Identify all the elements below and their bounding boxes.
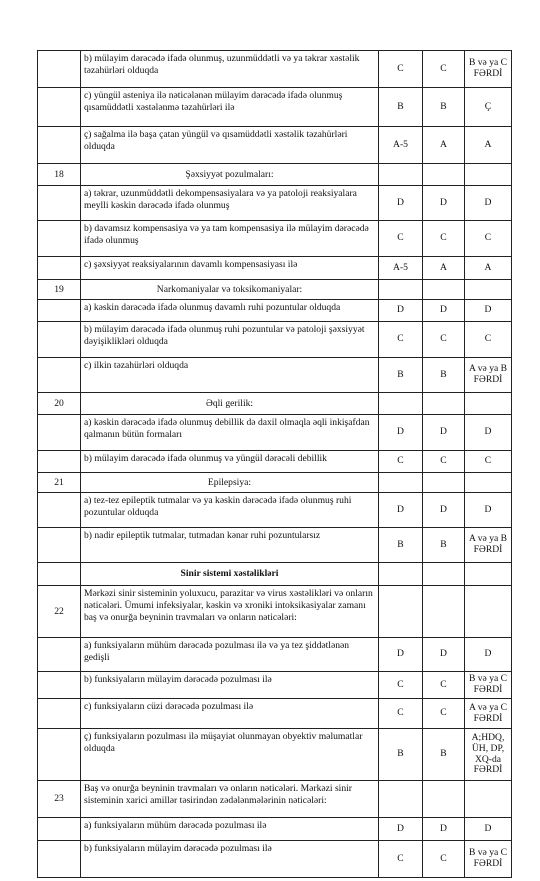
category-col-2: [423, 818, 465, 841]
category-col-3-text: B və ya C FƏRDİ: [468, 673, 508, 695]
category-col-1: [379, 638, 423, 672]
category-col-3-text: B və ya C FƏRDİ: [468, 847, 508, 869]
table-row: [38, 280, 512, 300]
row-description: Şəxsiyyət pozulmaları:: [81, 164, 379, 186]
category-col-3-text: B və ya C FƏRDİ: [468, 57, 508, 79]
row-number: [38, 415, 81, 451]
category-col-1-text: C: [397, 678, 404, 690]
category-col-2-text: D: [440, 822, 447, 834]
table-row: [38, 358, 512, 393]
category-col-2: [423, 186, 465, 221]
table-row: [38, 88, 512, 127]
table-row: [38, 781, 512, 818]
row-number: [38, 451, 81, 473]
category-col-2-text: B: [440, 748, 447, 760]
row-number: [38, 186, 81, 221]
category-col-1-text: D: [397, 196, 404, 208]
row-description: c) ilkin təzahürləri olduqda: [81, 358, 379, 393]
category-col-3: [465, 300, 512, 322]
category-col-1-text: D: [397, 822, 404, 834]
category-col-3-text: A: [484, 138, 492, 150]
category-col-2-text: D: [440, 426, 447, 438]
row-number: [38, 699, 81, 729]
category-col-1: [379, 300, 423, 322]
category-col-3: [465, 415, 512, 451]
category-col-2-text: C: [440, 232, 447, 244]
category-col-2: [423, 164, 465, 186]
row-description: b) davamsız kompensasiya və ya tam kompensasiya ilə mülayim dərəcədə ifadə olunmuş: [81, 221, 379, 257]
category-col-1-text: C: [397, 455, 404, 467]
category-col-2-text: C: [440, 455, 447, 467]
category-col-2: [423, 51, 465, 88]
row-number: [38, 358, 81, 393]
category-col-2: [423, 781, 465, 818]
category-col-1: [379, 493, 423, 528]
category-col-1: [379, 528, 423, 563]
row-number: [38, 528, 81, 563]
category-col-1: [379, 415, 423, 451]
category-col-2: [423, 841, 465, 878]
category-col-3-text: A və ya B FƏRDİ: [468, 363, 508, 385]
category-col-3-text: Ç: [484, 100, 492, 112]
category-col-1: [379, 393, 423, 415]
row-number: [38, 127, 81, 164]
category-col-1: [379, 280, 423, 300]
category-col-1-text: C: [397, 333, 404, 345]
row-number: [38, 818, 81, 841]
row-description: b) mülayim dərəcədə ifadə olunmuş ruhi pozuntular və patoloji şəxsiyyət dəyişiklikləri olduqda: [81, 322, 379, 358]
category-col-1: [379, 186, 423, 221]
category-col-2-text: A: [440, 138, 447, 150]
category-col-2-text: C: [440, 678, 447, 690]
category-col-3: [465, 164, 512, 186]
category-col-3: [465, 781, 512, 818]
category-col-1: [379, 221, 423, 257]
category-col-2: [423, 221, 465, 257]
category-col-1-text: A-5: [393, 138, 408, 150]
row-number: [38, 563, 81, 586]
row-description: c) funksiyaların cüzi dərəcədə pozulması ilə: [81, 699, 379, 729]
table-row: [38, 699, 512, 729]
row-number: 18: [38, 164, 81, 186]
category-col-3: [465, 473, 512, 493]
category-col-2-text: C: [440, 707, 447, 719]
table-row: [38, 415, 512, 451]
category-col-1: [379, 841, 423, 878]
category-col-2: [423, 586, 465, 638]
row-description: Narkomaniyalar və toksikomaniyalar:: [81, 280, 379, 300]
category-col-3: [465, 257, 512, 280]
row-number: 23: [38, 781, 81, 818]
category-col-2: [423, 638, 465, 672]
row-description: Əqli gerilik:: [81, 393, 379, 415]
category-col-2: [423, 528, 465, 563]
category-col-3: [465, 322, 512, 358]
row-description: b) funksiyaların mülayim dərəcədə pozulması ilə: [81, 672, 379, 699]
category-col-2: [423, 473, 465, 493]
table-row: [38, 672, 512, 699]
category-col-1-text: D: [397, 304, 404, 316]
row-description: c) yüngül asteniya ilə nəticələnən mülayim dərəcədə ifadə olunmuş qısamüddətli xəstələnmə təzahürləri ilə: [81, 88, 379, 127]
category-col-2-text: B: [440, 100, 447, 112]
category-col-1: [379, 51, 423, 88]
category-col-1-text: B: [397, 538, 404, 550]
category-col-3: [465, 186, 512, 221]
category-col-3-text: C: [484, 455, 492, 467]
row-description: a) funksiyaların mühüm dərəcədə pozulması ilə və ya tez şiddətlənən gedişli: [81, 638, 379, 672]
category-col-2: [423, 322, 465, 358]
category-col-1: [379, 322, 423, 358]
row-description: Epilepsiya:: [81, 473, 379, 493]
table-row: [38, 841, 512, 878]
category-col-1: [379, 781, 423, 818]
row-description: a) kəskin dərəcədə ifadə olunmuş davamlı ruhi pozuntular olduqda: [81, 300, 379, 322]
row-number: [38, 841, 81, 878]
category-col-3-text: D: [484, 426, 492, 438]
row-number: 19: [38, 280, 81, 300]
row-description: ç) funksiyaların pozulması ilə müşayiət olunmayan obyektiv məlumatlar olduqda: [81, 729, 379, 781]
category-col-3-text: C: [484, 232, 492, 244]
table-row: [38, 257, 512, 280]
row-number: [38, 322, 81, 358]
category-col-3: [465, 672, 512, 699]
category-col-3: [465, 563, 512, 586]
category-col-2: [423, 358, 465, 393]
category-col-1: [379, 451, 423, 473]
category-col-1: [379, 586, 423, 638]
category-col-1: [379, 88, 423, 127]
row-description: Baş və onurğa beyninin travmaları və onların nəticələri. Mərkəzi sinir sisteminin xarici amillər təsirindən zədələnmələrinin nəticələri:: [81, 781, 379, 818]
category-col-3-text: D: [484, 503, 492, 515]
category-col-2: [423, 493, 465, 528]
row-description: a) kəskin dərəcədə ifadə olunmuş debillik də daxil olmaqla əqli inkişafdan qalmanın bütün formaları: [81, 415, 379, 451]
category-col-3-text: A və ya B FƏRDİ: [468, 533, 508, 555]
table-row: [38, 729, 512, 781]
category-col-2: [423, 563, 465, 586]
category-col-1-text: C: [397, 232, 404, 244]
category-col-3-text: C: [484, 333, 492, 345]
row-number: [38, 51, 81, 88]
table-row: [38, 563, 512, 586]
category-col-3: [465, 841, 512, 878]
category-col-2-text: D: [440, 196, 447, 208]
category-col-3: [465, 280, 512, 300]
table-row: [38, 493, 512, 528]
table-body: [38, 51, 512, 878]
category-col-1-text: C: [397, 707, 404, 719]
row-number: 20: [38, 393, 81, 415]
category-col-3: [465, 493, 512, 528]
row-description: a) tez-tez epileptik tutmalar və ya kəskin dərəcədə ifadə olunmuş ruhi pozuntular olduqda: [81, 493, 379, 528]
category-col-2: [423, 393, 465, 415]
category-col-1-text: C: [397, 62, 404, 74]
table-row: [38, 393, 512, 415]
category-col-1: [379, 672, 423, 699]
category-col-3-text: A;HDQ, ÜH, DP, XQ-da FƏRDİ: [471, 732, 505, 776]
category-col-2: [423, 88, 465, 127]
table-row: [38, 473, 512, 493]
table-row: [38, 818, 512, 841]
table-row: [38, 127, 512, 164]
table-row: [38, 638, 512, 672]
row-description: b) funksiyaların mülayim dərəcədə pozulması ilə: [81, 841, 379, 878]
row-number: [38, 672, 81, 699]
row-number: [38, 221, 81, 257]
category-col-3: [465, 528, 512, 563]
category-col-3: [465, 127, 512, 164]
category-col-2: [423, 451, 465, 473]
category-col-3: [465, 88, 512, 127]
table-row: [38, 51, 512, 88]
row-number: [38, 88, 81, 127]
row-description: b) nadir epileptik tutmalar, tutmadan kənar ruhi pozuntularsız: [81, 528, 379, 563]
category-col-1: [379, 127, 423, 164]
table-row: [38, 322, 512, 358]
category-col-1: [379, 164, 423, 186]
table-row: [38, 451, 512, 473]
category-col-1-text: B: [397, 748, 404, 760]
category-col-3: [465, 51, 512, 88]
category-col-2-text: D: [440, 503, 447, 515]
category-col-3: [465, 586, 512, 638]
category-col-3-text: D: [484, 196, 492, 208]
category-col-2-text: C: [440, 333, 447, 345]
category-col-3: [465, 358, 512, 393]
table-row: [38, 586, 512, 638]
row-description: b) mülayim dərəcədə ifadə olunmuş, uzunmüddətli və ya təkrar xəstəlik təzahürləri olduqda: [81, 51, 379, 88]
category-col-2-text: B: [440, 538, 447, 550]
category-col-2-text: D: [440, 304, 447, 316]
category-col-1: [379, 563, 423, 586]
category-col-3: [465, 699, 512, 729]
row-description: ç) sağalma ilə başa çatan yüngül və qısamüddətli xəstəlik təzahürləri olduqda: [81, 127, 379, 164]
table-row: [38, 221, 512, 257]
row-description: b) mülayim dərəcədə ifadə olunmuş və yüngül dərəcəli debillik: [81, 451, 379, 473]
category-col-1-text: D: [397, 503, 404, 515]
table-row: [38, 164, 512, 186]
category-col-3-text: D: [484, 648, 492, 660]
row-description: c) şəxsiyyət reaksiyalarının davamlı kompensasiyası ilə: [81, 257, 379, 280]
row-number: [38, 729, 81, 781]
category-col-3: [465, 451, 512, 473]
category-col-2-text: B: [440, 368, 447, 380]
medical-category-table: [37, 50, 512, 878]
category-col-3: [465, 221, 512, 257]
category-col-1: [379, 699, 423, 729]
category-col-2-text: A: [440, 261, 447, 273]
category-col-2: [423, 729, 465, 781]
category-col-3: [465, 729, 512, 781]
row-number: 22: [38, 586, 81, 638]
category-col-3-text: A: [484, 261, 492, 273]
category-col-1: [379, 818, 423, 841]
category-col-1-text: A-5: [393, 261, 408, 273]
row-number: [38, 300, 81, 322]
category-col-3-text: D: [484, 304, 492, 316]
category-col-2: [423, 300, 465, 322]
category-col-2: [423, 280, 465, 300]
category-col-3: [465, 638, 512, 672]
row-number: [38, 257, 81, 280]
category-col-1: [379, 473, 423, 493]
table-row: [38, 300, 512, 322]
category-col-1: [379, 358, 423, 393]
category-col-1-text: D: [397, 648, 404, 660]
category-col-1-text: B: [397, 368, 404, 380]
category-col-1: [379, 729, 423, 781]
category-col-1-text: B: [397, 100, 404, 112]
category-col-2: [423, 699, 465, 729]
category-col-3: [465, 393, 512, 415]
category-col-2: [423, 672, 465, 699]
row-description: a) təkrar, uzunmüddətli dekompensasiyalara və ya patoloji reaksiyalara meylli kəskin dərəcədə ifadə olunmuş: [81, 186, 379, 221]
category-col-3-text: A və ya C FƏRDİ: [468, 701, 508, 724]
category-col-2-text: D: [440, 648, 447, 660]
category-col-2: [423, 415, 465, 451]
row-description: Mərkəzi sinir sisteminin yoluxucu, parazitar və virus xəstəlikləri və onların nəticələri. Ümumi infeksiyalar, kəskin və xroniki intoksikasiyalar zamanı baş və onurğa beyninin travmaları və onların nəticələri:: [81, 586, 379, 638]
row-number: 21: [38, 473, 81, 493]
category-col-2: [423, 257, 465, 280]
category-col-3: [465, 818, 512, 841]
category-col-2-text: C: [440, 62, 447, 74]
section-title: Sinir sistemi xəstəlikləri: [81, 563, 379, 586]
category-col-2-text: C: [440, 852, 447, 864]
table-row: [38, 186, 512, 221]
table-row: [38, 528, 512, 563]
category-col-1-text: C: [397, 852, 404, 864]
category-col-1-text: D: [397, 426, 404, 438]
row-description: a) funksiyaların mühüm dərəcədə pozulması ilə: [81, 818, 379, 841]
category-col-2: [423, 127, 465, 164]
row-number: [38, 638, 81, 672]
category-col-1: [379, 257, 423, 280]
category-col-3-text: D: [484, 822, 492, 834]
row-number: [38, 493, 81, 528]
